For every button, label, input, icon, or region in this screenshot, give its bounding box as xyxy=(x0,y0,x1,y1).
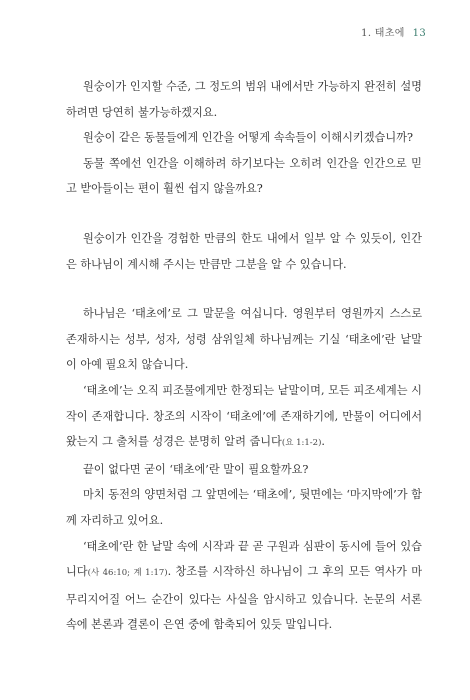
paragraph-text: ‘태초에’는 오직 피조물에게만 한정되는 낱말이며, 모든 피조세계는 시작이 존재합니다. 창조의 시작이 ‘태초에’에 존재하기에, 만물이 어디에서 왔는지 그 출처를 성경은 분명히 알려 줍니다 xyxy=(66,383,422,449)
paragraph xyxy=(66,378,422,457)
paragraph xyxy=(66,125,422,151)
paragraph-text: . 창조를 시작하신 하나님이 그 후의 모든 역사가 마무리지어질 어느 순간이 있다는 사실을 암시하고 있습니다. 논문의 서론 속에 본론과 결론이 은연 중에 함축되어 있듯 말입니다. xyxy=(66,565,423,632)
paragraph-text: ‘태초에’란 한 낱말 속에 시작과 끝 곧 구원과 심판이 동시에 들어 있습니다 xyxy=(66,539,422,579)
paragraph xyxy=(66,482,422,533)
paragraph-text: 끝이 없다면 굳이 ‘태초에’란 말이 필요할까요? xyxy=(83,462,309,476)
paragraph xyxy=(66,74,422,125)
paragraph xyxy=(66,151,422,202)
paragraph-text: . xyxy=(321,435,325,449)
paragraph-text: 하나님은 ‘태초에’로 그 말문을 여십니다. 영원부터 영원까지 스스로 존재하시는 성부, 성자, 성령 삼위일체 하나님께는 기실 ‘태초에’란 낱말이 아예 필요치 않습니다. xyxy=(66,307,422,372)
scripture-reference: (요 1:1-2) xyxy=(281,438,322,449)
page-number: 13 xyxy=(412,28,426,39)
paragraph xyxy=(66,301,422,378)
paragraph-text: 마치 동전의 양면처럼 그 앞면에는 ‘태초에’, 뒷면에는 ‘마지막에’가 함께 자리하고 있어요. xyxy=(66,488,422,527)
paragraph xyxy=(66,457,422,483)
paragraph xyxy=(66,534,422,638)
running-head xyxy=(361,24,426,39)
paragraph-text: 원숭이가 인지할 수준, 그 정도의 범위 내에서만 가능하지 완전히 설명하려면 당연히 불가능하겠지요. xyxy=(66,80,422,119)
body-text xyxy=(66,74,422,638)
paragraph xyxy=(66,226,422,277)
paragraph-text: 원숭이 같은 동물들에게 인간을 어떻게 속속들이 이해시키겠습니까? xyxy=(83,131,413,145)
chapter-title: 1. 태초에 xyxy=(361,28,405,39)
paragraph-text: 동물 쪽에선 인간을 이해하려 하기보다는 오히려 인간을 인간으로 믿고 받아들이는 편이 훨씬 쉽지 않을까요? xyxy=(66,156,422,196)
scripture-reference: (사 46:10; 계 1:17) xyxy=(87,568,168,579)
paragraph-text: 원숭이가 인간을 경험한 만큼의 한도 내에서 일부 알 수 있듯이, 인간은 하나님이 계시해 주시는 만큼만 그분을 알 수 있습니다. xyxy=(66,231,422,271)
